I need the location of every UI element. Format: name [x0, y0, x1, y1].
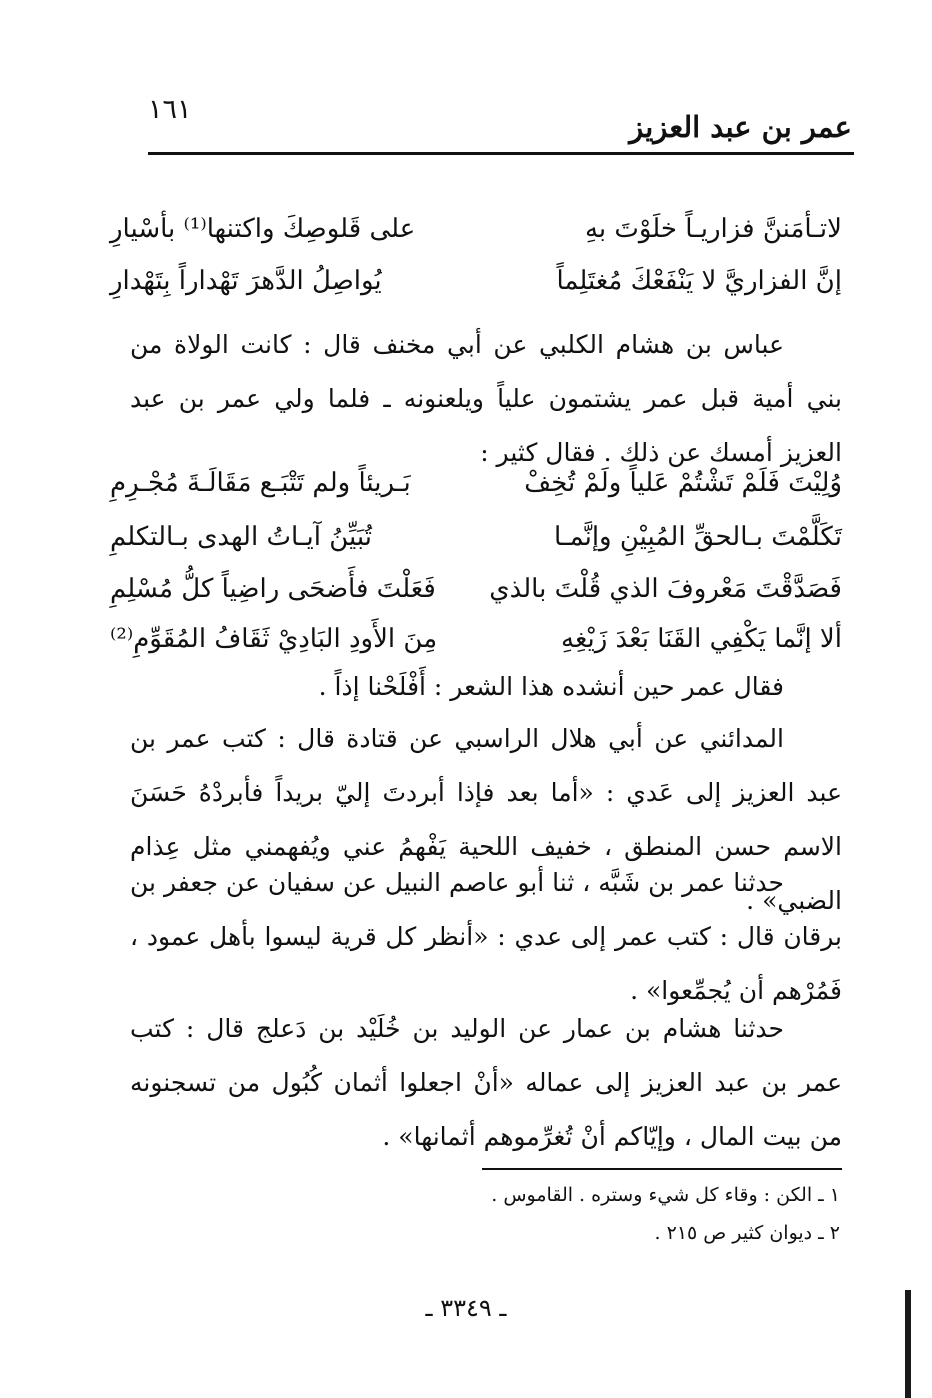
verse-first-hemistich: تَكَلَّمْتَ بـالحقِّ المُبِيْنِ وإنَّمـا	[554, 522, 842, 552]
verse-first-hemistich: إنَّ الفزاريَّ لا يَنْفَعْكَ مُغتَلِماً	[556, 266, 842, 296]
verse-second-hemistich: يُواصِلُ الدَّهرَ تَهْداراً بِتَهْدارِ	[110, 266, 382, 296]
footnote-rule	[482, 1168, 842, 1170]
scan-edge-shadow	[905, 1290, 911, 1398]
footnote: ١ ـ الكن : وقاء كل شيء وستره . القاموس .	[491, 1184, 840, 1206]
verse-line	[110, 574, 842, 626]
verse-first-hemistich: ألا إنَّما يَكْفِي القَنَا بَعْدَ زَيْغِهِ	[561, 624, 842, 654]
header-page-number: ١٦١	[148, 94, 192, 125]
verse-first-hemistich: وُلِيْتَ فَلَمْ تَشْتُمْ عَلياً ولَمْ تُخِفْ	[524, 468, 842, 498]
verse-second-hemistich: بَـريئاً ولم تَتْبَـع مَقَالَـةَ مُجْـرِمِ	[110, 468, 411, 498]
header-rule	[148, 152, 854, 155]
verse-line	[110, 522, 842, 574]
verse-line	[110, 468, 842, 520]
verse-first-hemistich: فَصَدَّقْتَ مَعْروفَ الذي قُلْتَ بالذي	[489, 574, 842, 604]
verse-second-hemistich: تُبَيِّنُ آيـاتُ الهدى بـالتكلمِ	[110, 522, 372, 552]
page-footer-number: ـ ٣٣٤٩ ـ	[425, 1294, 507, 1322]
footnote: ٢ ـ ديوان كثير ص ٢١٥ .	[654, 1222, 840, 1244]
header-title: عمر بن عبد العزيز	[629, 110, 852, 144]
verse-first-hemistich: لاتـأمَننَّ فزاريـاً خلَوْتَ بهِ	[584, 214, 842, 244]
paragraph: فقال عمر حين أنشده هذا الشعر : أَفْلَحْنا إذاً .	[318, 672, 784, 701]
running-header	[148, 92, 852, 152]
verse-second-hemistich: فَعَلْتَ فأَضحَى راضِياً كلُّ مُسْلِمِ	[110, 574, 436, 604]
verse-line	[110, 266, 842, 318]
paragraph: المدائني عن أبي هلال الراسبي عن قتادة قال : كتب عمر بن عبد العزيز إلى عَدي : «أما بعد فإذا أبردتَ إليّ بريداً فأبردْهُ حَسَنَ الاسم حسن المنطق ، خفيف اللحية يَفْهمُ عني ويُفهمني مثل عِذام الضبي» .	[130, 724, 842, 915]
paragraph: حدثنا عمر بن شَبَّه ، ثنا أبو عاصم النبيل عن سفيان عن جعفر بن برقان قال : كتب عمر إلى عدي : «أنظر كل قرية ليسوا بأهل عمود ، فَمُرْهم أن يُجمِّعوا» .	[130, 868, 842, 1005]
paragraph: حدثنا هشام بن عمار عن الوليد بن خُلَيْد بن دَعلج قال : كتب عمر بن عبد العزيز إلى عماله «أنْ اجعلوا أثمان كُبُول من تسجنونه من بيت المال ، وإيّاكم أنْ تُغرِّموهم أثمانها» .	[130, 1014, 842, 1151]
verse-line	[110, 214, 842, 266]
verse-second-hemistich: مِنَ الأَودِ البَادِيْ ثَقَافُ المُقَوِّمِ⁽²⁾	[110, 624, 438, 654]
verse-second-hemistich: على قَلوصِكَ واكتنها⁽¹⁾ بأسْيارِ	[110, 214, 416, 244]
paragraph: عباس بن هشام الكلبي عن أبي مخنف قال : كانت الولاة من بني أمية قبل عمر يشتمون علياً ويلعنونه ـ فلما ولي عمر بن عبد العزيز أمسك عن ذلك . فقال كثير :	[130, 330, 842, 467]
